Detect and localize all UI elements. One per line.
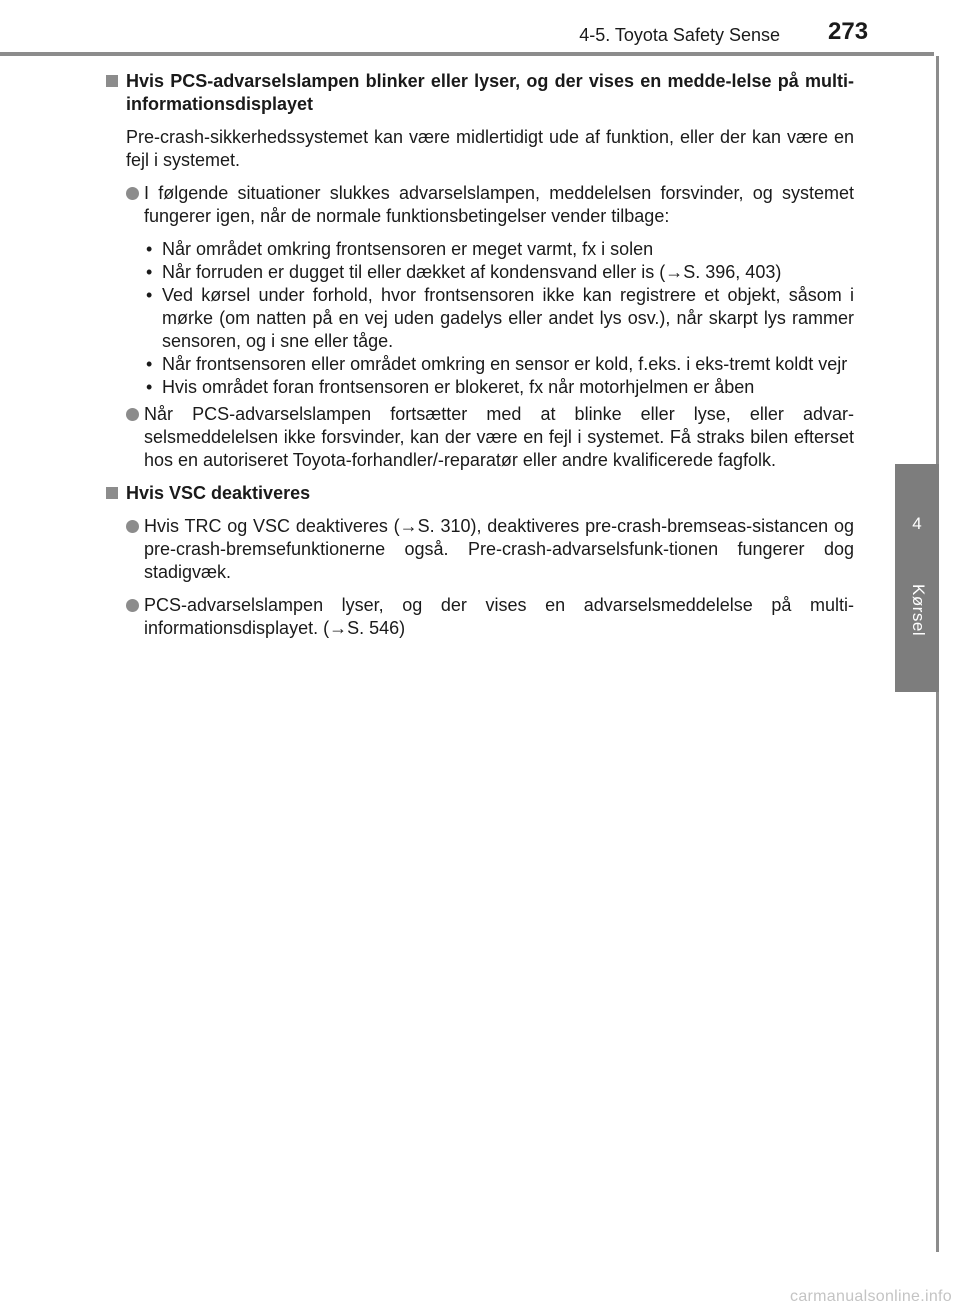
sub-list bbox=[106, 238, 854, 399]
square-bullet-icon bbox=[106, 75, 118, 87]
square-bullet-icon bbox=[106, 487, 118, 499]
list-item bbox=[144, 284, 854, 353]
bullet-text: Hvis TRC og VSC deaktiveres (→S. 310), deaktiveres pre-crash-bremseas-sistancen og pre-crash-bremsefunktionerne også. Pre-crash-advarselsfunk-tionen fungerer dog stadigvæk. bbox=[144, 516, 854, 582]
list-item-text: Ved kørsel under forhold, hvor frontsensoren ikke kan registrere et objekt, såsom i mørke (om natten på en vej uden gadelys eller andet lys osv.), når skarpt lys rammer sensoren, og i sne eller tåge. bbox=[162, 285, 854, 351]
bullet-text: I følgende situationer slukkes advarselslampen, meddelelsen forsvinder, og systemet fungerer igen, når de normale funktionsbetingelser vender tilbage: bbox=[144, 183, 854, 226]
dot-marker: • bbox=[146, 239, 153, 259]
side-rule-top bbox=[936, 56, 939, 464]
bullet-item bbox=[106, 182, 854, 228]
dot-marker: • bbox=[146, 377, 153, 397]
dot-marker: • bbox=[146, 354, 153, 374]
circle-bullet-icon bbox=[126, 408, 139, 421]
chapter-tab bbox=[895, 464, 939, 692]
dot-marker: • bbox=[146, 285, 153, 305]
page-number: 273 bbox=[828, 18, 869, 45]
circle-bullet-icon bbox=[126, 187, 139, 200]
list-item bbox=[144, 353, 854, 376]
bullet-item bbox=[106, 594, 854, 640]
dot-marker: • bbox=[146, 262, 153, 282]
section-heading-pcs bbox=[106, 70, 854, 116]
page-content bbox=[106, 70, 854, 650]
circle-bullet-icon bbox=[126, 599, 139, 612]
bullet-item bbox=[106, 403, 854, 472]
list-item-text: Når frontsensoren eller området omkring en sensor er kold, f.eks. i eks-tremt koldt vejr bbox=[162, 354, 848, 374]
section-heading-vsc bbox=[106, 482, 854, 505]
bullet-item bbox=[106, 515, 854, 584]
bullet-text: Når PCS-advarselslampen fortsætter med at blinke eller lyse, eller advar-selsmeddelelsen ikke forsvinder, kan der være en fejl i systemet. Få straks bilen efterset hos en autoriseret Toyota-forhandler/-reparatør eller andre kvalificerede fagfolk. bbox=[144, 404, 854, 470]
section-title: 4-5. Toyota Safety Sense bbox=[579, 25, 780, 45]
list-item-text: Når forruden er dugget til eller dækket af kondensvand eller is (→S. 396, 403) bbox=[162, 262, 782, 282]
paragraph: Pre-crash-sikkerhedssystemet kan være midlertidigt ude af funktion, eller der kan være en fejl i systemet. bbox=[126, 127, 854, 170]
watermark: carmanualsonline.info bbox=[790, 1288, 952, 1305]
list-item bbox=[144, 238, 854, 261]
circle-bullet-icon bbox=[126, 520, 139, 533]
section-heading-text: Hvis VSC deaktiveres bbox=[126, 483, 311, 503]
header-rule bbox=[0, 52, 934, 56]
section-heading-text: Hvis PCS-advarselslampen blinker eller lyser, og der vises en medde-lelse på multi-informationsdisplayet bbox=[126, 71, 854, 114]
bullet-text: PCS-advarselslampen lyser, og der vises en advarselsmeddelelse på multi-informationsdisplayet. (→S. 546) bbox=[144, 595, 854, 638]
list-item-text: Når området omkring frontsensoren er meget varmt, fx i solen bbox=[162, 239, 654, 259]
side-rule-bottom bbox=[936, 692, 939, 1252]
list-item bbox=[144, 376, 854, 399]
chapter-label: Kørsel bbox=[909, 584, 928, 637]
list-item bbox=[144, 261, 854, 284]
list-item-text: Hvis området foran frontsensoren er blokeret, fx når motorhjelmen er åben bbox=[162, 377, 755, 397]
chapter-number: 4 bbox=[912, 514, 922, 533]
